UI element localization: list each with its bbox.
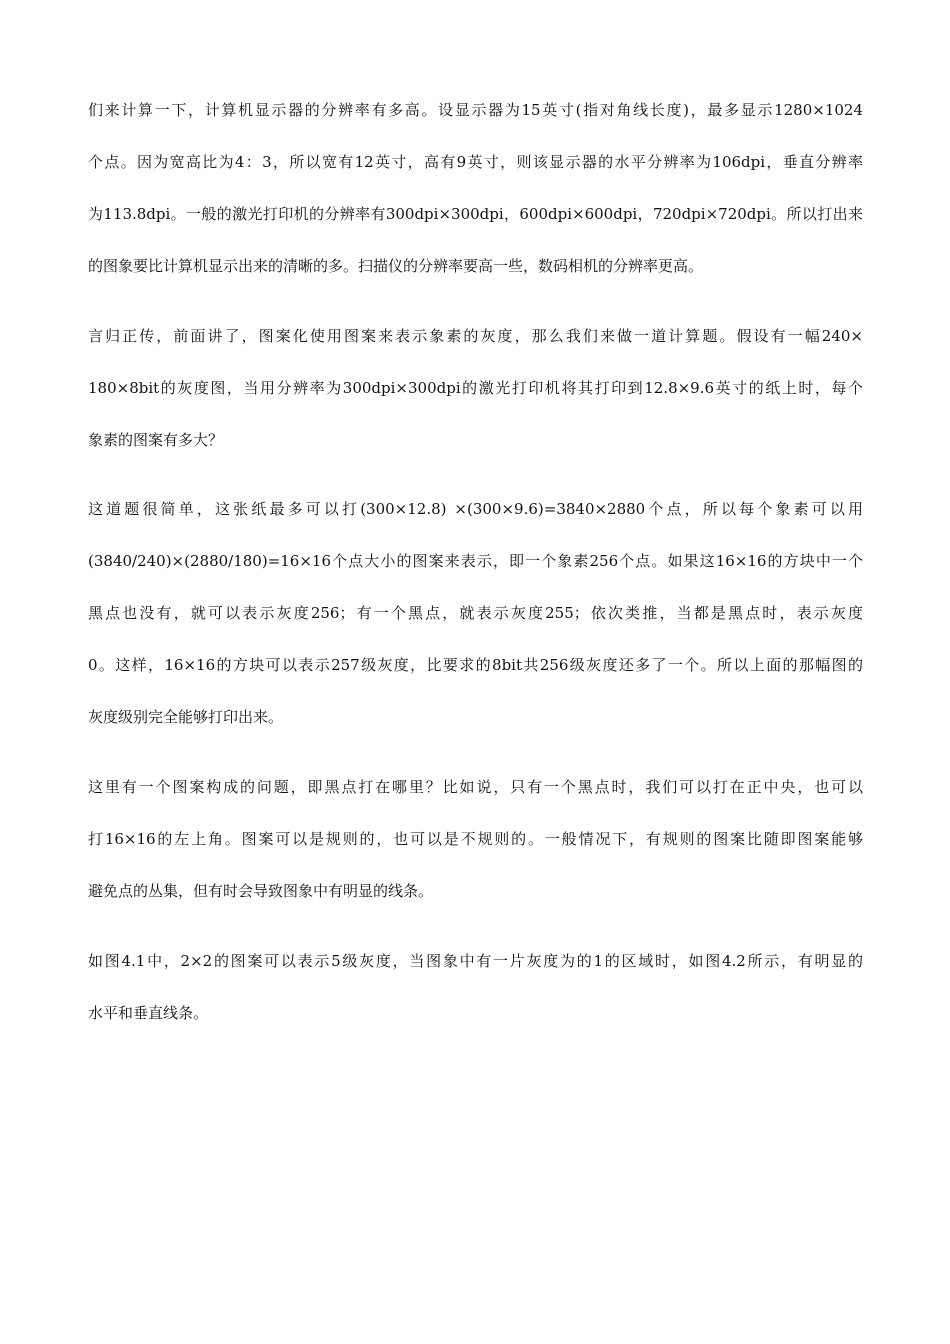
paragraph-1-line-2: 个点。因为宽高比为4：3，所以宽有12英寸，高有9英寸，则该显示器的水平分辨率为106dpi，垂直分辨率 xyxy=(88,153,863,171)
paragraph-2-line-2: 180×8bit的灰度图，当用分辨率为300dpi×300dpi的激光打印机将其打印到12.8×9.6英寸的纸上时，每个 xyxy=(88,379,863,397)
paragraph-5-line-2: 水平和垂直线条。 xyxy=(88,1004,209,1022)
paragraph-3-line-1: 这道题很简单，这张纸最多可以打(300×12.8) ×(300×9.6)=3840×2880个点，所以每个象素可以用 xyxy=(88,500,863,518)
paragraph-1-line-4: 的图象要比计算机显示出来的清晰的多。扫描仪的分辨率要高一些，数码相机的分辨率更高。 xyxy=(88,257,704,275)
paragraph-3-line-4: 0。这样，16×16的方块可以表示257级灰度，比要求的8bit共256级灰度还多了一个。所以上面的那幅图的 xyxy=(88,656,863,674)
paragraph-3-line-3: 黑点也没有，就可以表示灰度256；有一个黑点，就表示灰度255；依次类推，当都是黑点时，表示灰度 xyxy=(88,604,863,622)
paragraph-3-line-5: 灰度级别完全能够打印出来。 xyxy=(88,708,284,726)
paragraph-2-line-1: 言归正传，前面讲了，图案化使用图案来表示象素的灰度，那么我们来做一道计算题。假设有一幅240× xyxy=(88,327,863,345)
paragraph-2-line-3: 象素的图案有多大？ xyxy=(88,431,224,449)
paragraph-4-line-2: 打16×16的左上角。图案可以是规则的，也可以是不规则的。一般情况下，有规则的图案比随即图案能够 xyxy=(88,830,863,848)
paragraph-5-line-1: 如图4.1中，2×2的图案可以表示5级灰度，当图象中有一片灰度为的1的区域时，如图4.2所示，有明显的 xyxy=(88,952,863,970)
paragraph-1-line-1: 们来计算一下，计算机显示器的分辨率有多高。设显示器为15英寸(指对角线长度)，最多显示1280×1024 xyxy=(88,101,863,119)
paragraph-3-line-2: (3840/240)×(2880/180)=16×16个点大小的图案来表示，即一个象素256个点。如果这16×16的方块中一个 xyxy=(88,552,863,570)
paragraph-4-line-3: 避免点的丛集，但有时会导致图象中有明显的线条。 xyxy=(88,882,434,900)
paragraph-4-line-1: 这里有一个图案构成的问题，即黑点打在哪里？比如说，只有一个黑点时，我们可以打在正中央，也可以 xyxy=(88,778,863,796)
paragraph-1-line-3: 为113.8dpi。一般的激光打印机的分辨率有300dpi×300dpi，600dpi×600dpi，720dpi×720dpi。所以打出来 xyxy=(88,205,863,223)
